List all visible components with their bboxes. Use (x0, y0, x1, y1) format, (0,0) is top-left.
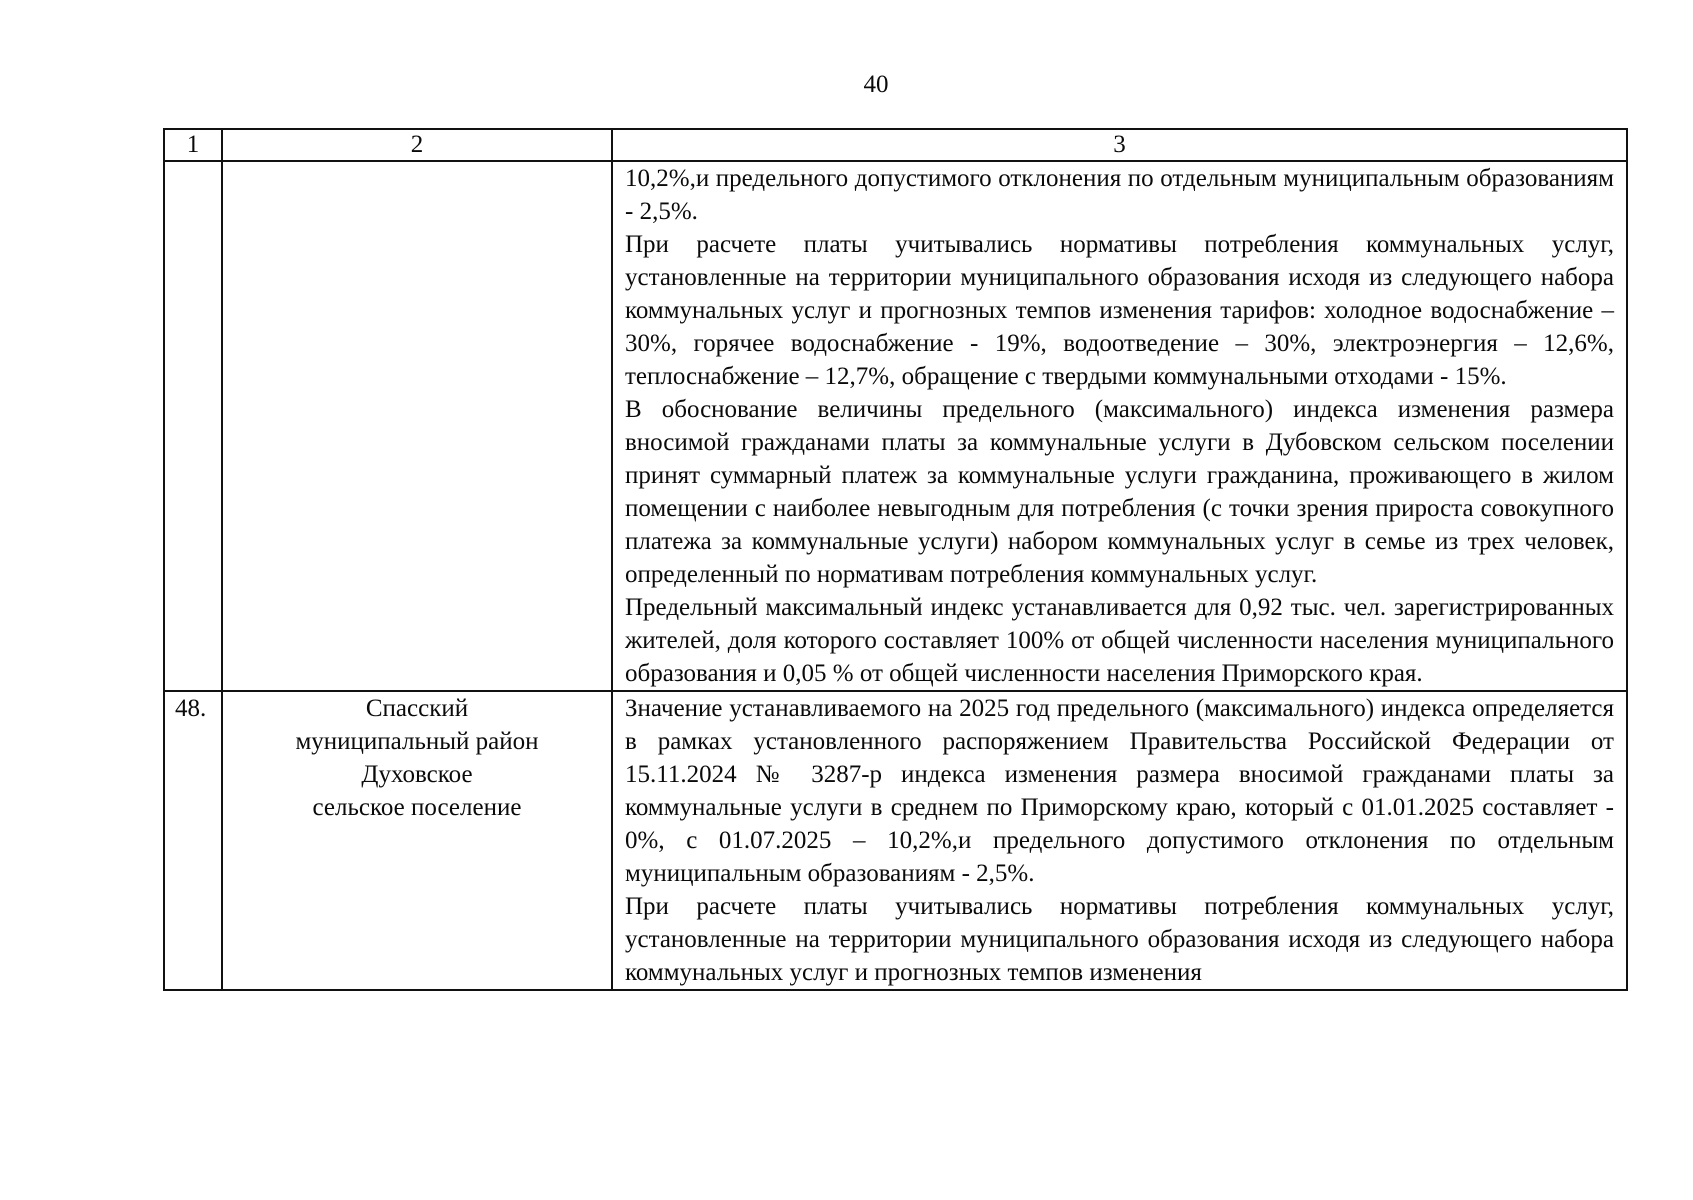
page-number: 40 (863, 71, 889, 98)
description-cell (612, 691, 1627, 990)
paragraph: 10,2%,и предельного допустимого отклонения по отдельным муниципальным образованиям - 2,5%. (625, 165, 1614, 225)
table-header-row (164, 129, 1627, 161)
district-cell (222, 691, 612, 990)
district-line: Духовское (361, 761, 473, 788)
paragraph: В обоснование величины предельного (максимального) индекса изменения размера вносимой гражданами платы за коммунальные услуги в Дубовском сельском поселении принят суммарный платеж за коммунальные услуги гражданина, проживающего в жилом помещении с наиболее невыгодным для потребления (с точки зрения прироста совокупного платежа за коммунальные услуги) набором коммунальных услуг в семье из трех человек, определенный по нормативам потребления коммунальных услуг. (625, 396, 1614, 588)
header-cell-1: 1 (164, 129, 222, 161)
paragraph: При расчете платы учитывались нормативы потребления коммунальных услуг, установленные на территории муниципального образования исходя из следующего набора коммунальных услуг и прогнозных темпов изменения тарифов: холодное водоснабжение – 30%, горячее водоснабжение - 19%, водоотведение – 30%, электроэнергия – 12,6%, теплоснабжение – 12,7%, обращение с твердыми коммунальными отходами - 15%. (625, 231, 1614, 390)
table-row-48 (164, 691, 1627, 990)
district-line: Спасский (365, 695, 469, 722)
row-number: 48. (164, 691, 222, 990)
district-cell (222, 161, 612, 691)
header-cell-3: 3 (612, 129, 1627, 161)
data-table (163, 128, 1628, 991)
district-line: муниципальный район (295, 728, 539, 755)
paragraph: Значение устанавливаемого на 2025 год предельного (максимального) индекса определяется в рамках установленного распоряжением Правительства Российской Федерации от 15.11.2024 № 3287-р индекса изменения размера вносимой гражданами платы за коммунальные услуги в среднем по Приморскому краю, который с 01.01.2025 составляет - 0%, с 01.07.2025 – 10,2%,и предельного допустимого отклонения по отдельным муниципальным образованиям - 2,5%. (625, 695, 1614, 887)
district-line: сельское поселение (312, 794, 522, 821)
table-row-continuation (164, 161, 1627, 691)
description-cell (612, 161, 1627, 691)
paragraph: Предельный максимальный индекс устанавливается для 0,92 тыс. чел. зарегистрированных жителей, доля которого составляет 100% от общей численности населения муниципального образования и 0,05 % от общей численности населения Приморского края. (625, 594, 1614, 687)
header-cell-2: 2 (222, 129, 612, 161)
paragraph: При расчете платы учитывались нормативы потребления коммунальных услуг, установленные на территории муниципального образования исходя из следующего набора коммунальных услуг и прогнозных темпов изменения (625, 893, 1614, 986)
row-number (164, 161, 222, 691)
